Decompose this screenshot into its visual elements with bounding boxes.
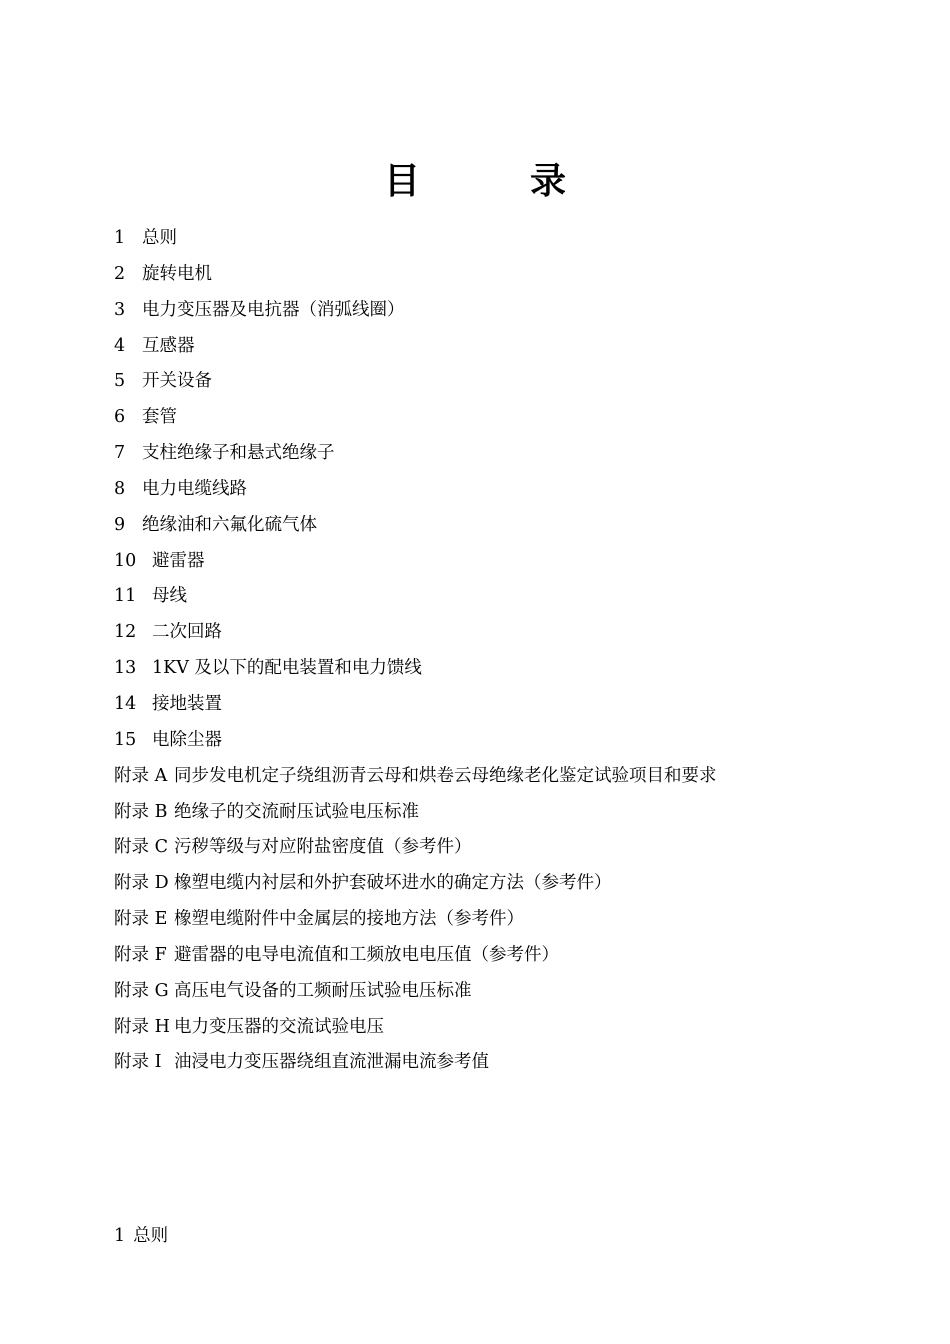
toc-item-title: 母线: [152, 586, 187, 607]
page-title: [0, 156, 950, 206]
toc-item-number: 附录 D: [114, 873, 169, 894]
toc-item-title: 橡塑电缆附件中金属层的接地方法（参考件）: [174, 909, 524, 930]
toc-appendix-item[interactable]: [114, 1046, 874, 1082]
toc-item[interactable]: [114, 330, 874, 366]
toc-item-title: 电力变压器的交流试验电压: [174, 1016, 384, 1037]
table-of-contents: [114, 222, 874, 1082]
toc-item-title: 绝缘油和六氟化硫气体: [142, 514, 317, 535]
toc-item-number: 附录 I: [114, 1052, 162, 1073]
toc-item-title: 绝缘子的交流耐压试验电压标准: [174, 801, 419, 822]
toc-item-number: 2: [114, 263, 126, 284]
toc-item-number: 4: [114, 335, 126, 356]
toc-appendix-item[interactable]: [114, 975, 874, 1011]
toc-item-number: 9: [114, 514, 126, 535]
toc-item-number: 附录 F: [114, 944, 167, 965]
toc-item-number: 附录 A: [114, 765, 168, 786]
toc-appendix-item[interactable]: [114, 796, 874, 832]
toc-item-number: 3: [114, 299, 126, 320]
toc-item-number: 11: [114, 586, 137, 607]
toc-item[interactable]: [114, 580, 874, 616]
toc-item[interactable]: [114, 509, 874, 545]
toc-item-number: 15: [114, 729, 137, 750]
toc-item-title: 支柱绝缘子和悬式绝缘子: [142, 443, 335, 464]
toc-item-title: 电力电缆线路: [142, 478, 247, 499]
toc-item-title: 旋转电机: [142, 263, 212, 284]
toc-item-title: 橡塑电缆内衬层和外护套破坏进水的确定方法（参考件）: [174, 873, 612, 894]
toc-item-title: 接地装置: [152, 693, 222, 714]
toc-item-title: 同步发电机定子绕组沥青云母和烘卷云母绝缘老化鉴定试验项目和要求: [174, 765, 717, 786]
toc-item[interactable]: [114, 652, 874, 688]
toc-item[interactable]: [114, 222, 874, 258]
toc-item[interactable]: [114, 545, 874, 581]
toc-appendix-item[interactable]: [114, 760, 874, 796]
toc-item-title: 总则: [142, 228, 177, 248]
toc-item-number: 附录 E: [114, 909, 168, 930]
toc-item-number: 14: [114, 693, 137, 714]
toc-appendix-item[interactable]: [114, 867, 874, 903]
toc-appendix-item[interactable]: [114, 903, 874, 939]
section-number: 1: [114, 1226, 126, 1246]
toc-item[interactable]: [114, 401, 874, 437]
toc-item-title: 1KV 及以下的配电装置和电力馈线: [152, 658, 422, 679]
section-heading: [114, 1221, 168, 1251]
toc-item-title: 避雷器的电导电流值和工频放电电压值（参考件）: [174, 944, 559, 965]
toc-item-number: 附录 C: [114, 837, 168, 858]
toc-item-title: 套管: [142, 407, 177, 428]
toc-item-title: 油浸电力变压器绕组直流泄漏电流参考值: [174, 1052, 489, 1073]
toc-item-number: 5: [114, 371, 126, 392]
toc-item[interactable]: [114, 258, 874, 294]
toc-item-number: 附录 G: [114, 980, 169, 1001]
toc-item-number: 8: [114, 478, 126, 499]
toc-appendix-item[interactable]: [114, 831, 874, 867]
toc-item-title: 电除尘器: [152, 729, 222, 750]
title-char-1: 目: [383, 160, 420, 202]
toc-item-title: 污秽等级与对应附盐密度值（参考件）: [174, 837, 472, 858]
toc-item-title: 电力变压器及电抗器（消弧线圈）: [142, 299, 405, 320]
toc-item-number: 12: [114, 622, 137, 643]
toc-item[interactable]: [114, 616, 874, 652]
toc-item-number: 附录 B: [114, 801, 168, 822]
toc-item[interactable]: [114, 724, 874, 760]
toc-item[interactable]: [114, 473, 874, 509]
toc-item[interactable]: [114, 688, 874, 724]
toc-item[interactable]: [114, 437, 874, 473]
toc-item-title: 二次回路: [152, 622, 222, 643]
toc-item-title: 互感器: [142, 335, 195, 356]
title-char-2: 录: [530, 160, 567, 202]
toc-item-number: 10: [114, 550, 137, 571]
toc-appendix-item[interactable]: [114, 1011, 874, 1047]
toc-item-number: 附录 H: [114, 1016, 170, 1037]
toc-item[interactable]: [114, 365, 874, 401]
toc-item-number: 6: [114, 407, 126, 428]
toc-item-number: 13: [114, 658, 137, 679]
toc-item-number: 1: [114, 228, 126, 248]
toc-item-title: 避雷器: [152, 550, 205, 571]
toc-item-title: 开关设备: [142, 371, 212, 392]
section-title: 总则: [133, 1226, 169, 1246]
toc-item-title: 高压电气设备的工频耐压试验电压标准: [174, 980, 472, 1001]
toc-item[interactable]: [114, 294, 874, 330]
toc-appendix-item[interactable]: [114, 939, 874, 975]
toc-item-number: 7: [114, 443, 126, 464]
